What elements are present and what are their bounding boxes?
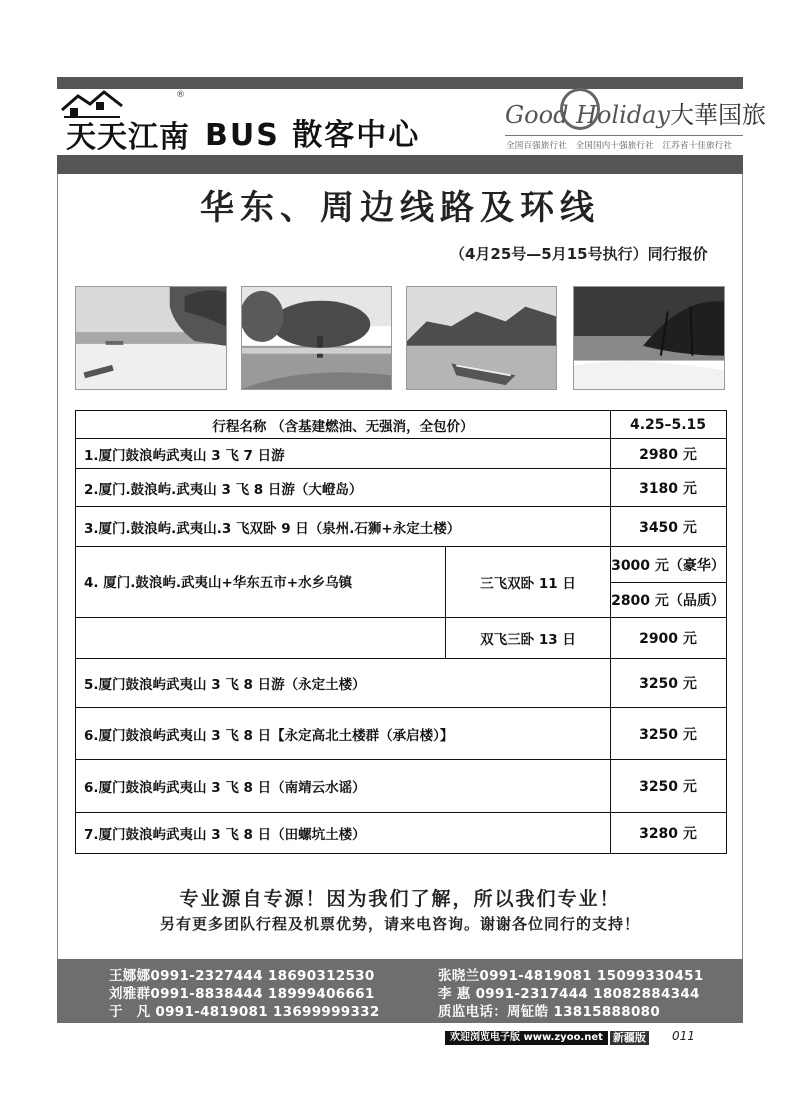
contact-line: 李 惠 0991-2317444 18082884344	[438, 986, 700, 1002]
row-price: 3180 元	[639, 480, 697, 497]
row-price: 2800 元（品质）	[611, 593, 725, 609]
header-rule	[57, 155, 743, 174]
logo-text: 天天江南	[66, 120, 190, 155]
header-route: 行程名称 （含基建燃油、无强消，全包价）	[212, 418, 474, 435]
bay-photo-3	[406, 286, 557, 390]
row-price: 3000 元（豪华）	[611, 557, 725, 574]
registered-mark: ®	[176, 90, 185, 100]
brand-logo	[505, 95, 766, 130]
beach-photo-1	[75, 286, 227, 390]
row-price: 3250 元	[639, 726, 697, 743]
brand-cn: 大華国旅	[670, 101, 767, 129]
contact-line: 质监电话：周钲皓 13815888080	[438, 1004, 661, 1020]
page-title: 华东、周边线路及环线	[200, 188, 600, 228]
table-row: 6.厦门鼓浪屿武夷山 3 飞 8 日【永定高北土楼群（承启楼）】	[84, 727, 454, 744]
row-price: 2980 元	[639, 446, 697, 463]
subtitle: （4月25号—5月15号执行）同行报价	[450, 245, 708, 263]
row-option: 双飞三卧 13 日	[480, 632, 576, 648]
footer-strip	[445, 1031, 649, 1045]
row-price: 3280 元	[639, 826, 697, 842]
brand-latin: Good Holiday	[505, 101, 671, 129]
table-row: 5.厦门鼓浪屿武夷山 3 飞 8 日游（永定土楼）	[84, 677, 366, 693]
brand-divider	[505, 135, 743, 136]
row-price: 3250 元	[639, 779, 697, 795]
contact-line: 张晓兰0991-4819081 15099330451	[438, 968, 704, 984]
footer-website[interactable]: 欢迎浏览电子版 www.zyoo.net	[445, 1031, 608, 1045]
table-row: 3.厦门.鼓浪屿.武夷山.3 飞双卧 9 日（泉州.石狮+永定土楼）	[84, 520, 461, 537]
table-row: 7.厦门鼓浪屿武夷山 3 飞 8 日（田螺坑土楼）	[84, 827, 366, 843]
row-price: 2900 元	[639, 631, 697, 647]
contact-line: 于 凡 0991-4819081 13699999332	[109, 1004, 380, 1020]
slogan-secondary: 另有更多团队行程及机票优势，请来电咨询。谢谢各位同行的支持！	[159, 915, 640, 933]
contact-line: 王娜娜0991-2327444 18690312530	[109, 968, 375, 984]
slogan: 专业源自专源！因为我们了解，所以我们专业！	[179, 888, 621, 910]
row-price: 3450 元	[639, 519, 697, 536]
table-row: 2.厦门.鼓浪屿.武夷山 3 飞 8 日游（大嶝岛）	[84, 481, 363, 498]
brand-taglines: 全国百强旅行社 全国国内十强旅行社 江苏省十佳旅行社	[506, 141, 733, 151]
table-row: 6.厦门鼓浪屿武夷山 3 飞 8 日（南靖云水谣）	[84, 780, 366, 796]
row-option: 三飞双卧 11 日	[480, 576, 576, 592]
header-period: 4.25–5.15	[629, 416, 707, 433]
table-row: 4. 厦门.鼓浪屿.武夷山+华东五市+水乡乌镇	[84, 575, 353, 591]
island-photo-2	[241, 286, 392, 390]
page-number: 011	[672, 1029, 695, 1043]
edition-badge: 新疆版	[610, 1031, 649, 1045]
contact-line: 刘雅群0991-8838444 18999406661	[109, 986, 375, 1002]
bus-title: BUS 散客中心	[205, 118, 421, 153]
top-bar	[57, 77, 743, 89]
price-table	[75, 410, 727, 854]
table-row: 1.厦门鼓浪屿武夷山 3 飞 7 日游	[84, 447, 285, 464]
palm-beach-photo-4	[573, 286, 725, 390]
row-price: 3250 元	[639, 676, 697, 692]
